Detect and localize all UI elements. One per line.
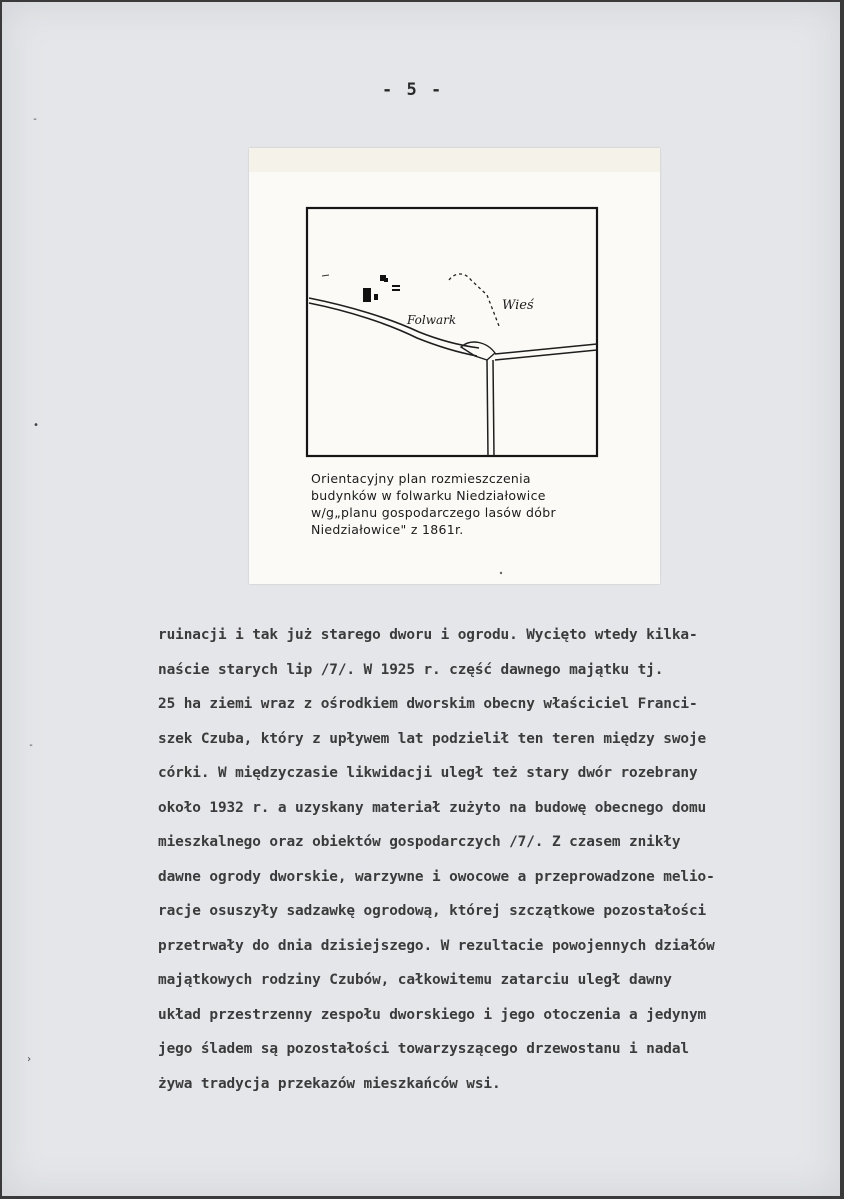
margin-mark: › — [26, 1054, 33, 1065]
building-small — [374, 294, 378, 300]
map-frame — [307, 208, 597, 456]
building-right-b — [392, 289, 400, 291]
text-line: 25 ha ziemi wraz z ośrodkiem dworskim obecny właściciel Franci- — [158, 696, 698, 712]
map-figure — [249, 148, 660, 584]
road-junction — [461, 342, 495, 360]
text-line: mieszkalnego oraz obiektów gospodarczych /7/. Z czasem znikły — [158, 834, 681, 850]
building-main — [363, 288, 371, 302]
map-tick — [322, 275, 329, 276]
figure-caption — [311, 470, 611, 538]
text-line: majątkowych rodziny Czubów, całkowitemu zatarciu uległ dawny — [158, 972, 672, 988]
text-line: przetrwały do dnia dzisiejszego. W rezultacie powojennych działów — [158, 937, 715, 954]
text-line: racje osuszyły sadzawkę ogrodową, której szczątkowe pozostałości — [158, 903, 707, 919]
figure-dot — [500, 572, 502, 574]
margin-mark: - — [32, 114, 39, 125]
text-line: jego śladem są pozostałości towarzyszącego drzewostanu i nadal — [158, 1041, 689, 1057]
label-wies: Wieś — [502, 298, 534, 313]
margin-mark: • — [33, 420, 40, 431]
text-line: szek Czuba, który z upływem lat podzielił ten teren między swoje — [158, 730, 707, 747]
page-number: - 5 - — [382, 80, 444, 100]
text-line: ruinacji i tak już starego dworu i ogrodu. Wycięto wtedy kilka- — [158, 627, 698, 643]
building-top-b — [384, 278, 388, 282]
building-right-a — [392, 285, 400, 287]
caption-line: Orientacyjny plan rozmieszczenia — [311, 471, 531, 486]
caption-line: w/g„planu gospodarczego lasów dóbr — [311, 505, 556, 520]
village-boundary — [449, 274, 499, 326]
caption-line: Niedziałowice" z 1861r. — [311, 522, 464, 537]
road-east-lower — [495, 350, 597, 360]
label-folwark: Folwark — [407, 313, 457, 327]
road-south-right — [493, 360, 494, 456]
text-line: naście starych lip /7/. W 1925 r. część dawnego majątku tj. — [158, 661, 664, 678]
text-line: córki. W międzyczasie likwidacji uległ też stary dwór rozebrany — [158, 765, 698, 781]
text-line: dawne ogrody dworskie, warzywne i owocowe a przeprowadzone melio- — [158, 868, 715, 885]
margin-mark: - — [28, 740, 35, 751]
document-page — [2, 2, 840, 1196]
text-line: układ przestrzenny zespołu dworskiego i jego otoczenia a jedynym — [158, 1006, 707, 1023]
caption-line: budynków w folwarku Niedziałowice — [311, 488, 546, 503]
road-main-lower — [309, 303, 477, 356]
text-line: około 1932 r. a uzyskany materiał zużyto na budowę obecnego domu — [158, 799, 707, 816]
road-south-left — [487, 360, 488, 456]
text-line: żywa tradycja przekazów mieszkańców wsi. — [158, 1075, 501, 1092]
road-east-upper — [495, 344, 597, 354]
body-paragraph — [158, 618, 838, 1101]
